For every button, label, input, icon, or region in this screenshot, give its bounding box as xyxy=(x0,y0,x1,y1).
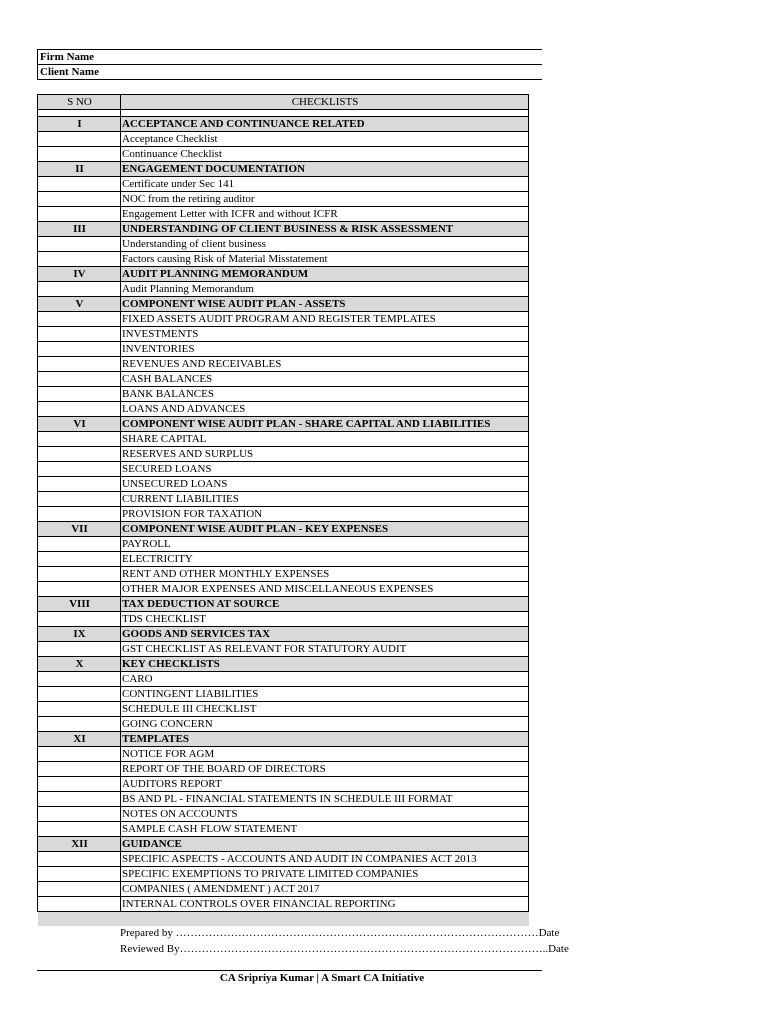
checklist-item: Engagement Letter with ICFR and without ICFR xyxy=(121,207,529,222)
checklist-item: INVENTORIES xyxy=(121,342,529,357)
checklist-item-row xyxy=(38,357,529,372)
checklist-item: Factors causing Risk of Material Misstatement xyxy=(121,252,529,267)
checklist-item: INTERNAL CONTROLS OVER FINANCIAL REPORTING xyxy=(121,897,529,912)
section-title: AUDIT PLANNING MEMORANDUM xyxy=(121,267,529,282)
checklist-item: NOTES ON ACCOUNTS xyxy=(121,807,529,822)
checklist-item-row xyxy=(38,312,529,327)
item-sno-cell xyxy=(38,252,121,267)
checklist-item-row xyxy=(38,852,529,867)
checklist-item: BS AND PL - FINANCIAL STATEMENTS IN SCHEDULE III FORMAT xyxy=(121,792,529,807)
checklist-item-row xyxy=(38,552,529,567)
section-number: X xyxy=(38,657,121,672)
table-footer-bar xyxy=(38,912,529,927)
checklist-item: SECURED LOANS xyxy=(121,462,529,477)
checklist-item: UNSECURED LOANS xyxy=(121,477,529,492)
checklist-item-row xyxy=(38,462,529,477)
item-sno-cell xyxy=(38,492,121,507)
checklist-item-row xyxy=(38,747,529,762)
section-row xyxy=(38,267,529,282)
section-row xyxy=(38,837,529,852)
item-sno-cell xyxy=(38,762,121,777)
section-number: I xyxy=(38,117,121,132)
item-sno-cell xyxy=(38,312,121,327)
checklist-item-row xyxy=(38,282,529,297)
section-number: V xyxy=(38,297,121,312)
checklist-item: Continuance Checklist xyxy=(121,147,529,162)
table-header-row xyxy=(38,95,529,110)
checklist-item-row xyxy=(38,897,529,912)
item-sno-cell xyxy=(38,747,121,762)
item-sno-cell xyxy=(38,537,121,552)
checklist-item-row xyxy=(38,237,529,252)
checklist-item: BANK BALANCES xyxy=(121,387,529,402)
checklist-item-row xyxy=(38,762,529,777)
checklist-item: GOING CONCERN xyxy=(121,717,529,732)
checklist-item: Certificate under Sec 141 xyxy=(121,177,529,192)
checklist-item-row xyxy=(38,867,529,882)
checklist-item: INVESTMENTS xyxy=(121,327,529,342)
section-number: IX xyxy=(38,627,121,642)
checklist-item: SCHEDULE III CHECKLIST xyxy=(121,702,529,717)
checklist-item: NOC from the retiring auditor xyxy=(121,192,529,207)
checklist-item-row xyxy=(38,777,529,792)
item-sno-cell xyxy=(38,342,121,357)
section-title: GUIDANCE xyxy=(121,837,529,852)
item-sno-cell xyxy=(38,792,121,807)
item-sno-cell xyxy=(38,282,121,297)
item-sno-cell xyxy=(38,177,121,192)
checklist-item-row xyxy=(38,207,529,222)
checklist-item-row xyxy=(38,432,529,447)
section-number: XII xyxy=(38,837,121,852)
checklist-item: TDS CHECKLIST xyxy=(121,612,529,627)
column-header-checklists: CHECKLISTS xyxy=(121,95,529,110)
item-sno-cell xyxy=(38,477,121,492)
prepared-by-line: Prepared by ………………………………………………………………………………………Date xyxy=(120,927,560,939)
checklist-item: Audit Planning Memorandum xyxy=(121,282,529,297)
section-number: XI xyxy=(38,732,121,747)
section-row xyxy=(38,627,529,642)
checklist-item: REVENUES AND RECEIVABLES xyxy=(121,357,529,372)
item-sno-cell xyxy=(38,582,121,597)
checklist-item-row xyxy=(38,447,529,462)
checklist-item-row xyxy=(38,822,529,837)
column-header-sno: S NO xyxy=(38,95,121,110)
checklist-item-row xyxy=(38,702,529,717)
section-row xyxy=(38,417,529,432)
item-sno-cell xyxy=(38,357,121,372)
checklist-item-row xyxy=(38,642,529,657)
section-row xyxy=(38,597,529,612)
section-title: COMPONENT WISE AUDIT PLAN - SHARE CAPITAL AND LIABILITIES xyxy=(121,417,529,432)
checklist-item-row xyxy=(38,372,529,387)
item-sno-cell xyxy=(38,672,121,687)
checklist-item-row xyxy=(38,177,529,192)
checklist-item: AUDITORS REPORT xyxy=(121,777,529,792)
checklist-item-row xyxy=(38,507,529,522)
item-sno-cell xyxy=(38,207,121,222)
checklist-item: Understanding of client business xyxy=(121,237,529,252)
item-sno-cell xyxy=(38,552,121,567)
item-sno-cell xyxy=(38,822,121,837)
section-title: GOODS AND SERVICES TAX xyxy=(121,627,529,642)
item-sno-cell xyxy=(38,687,121,702)
footer-divider xyxy=(37,970,542,971)
checklist-item: SPECIFIC EXEMPTIONS TO PRIVATE LIMITED COMPANIES xyxy=(121,867,529,882)
checklist-item-row xyxy=(38,792,529,807)
item-sno-cell xyxy=(38,567,121,582)
item-sno-cell xyxy=(38,852,121,867)
section-row xyxy=(38,522,529,537)
checklist-item: OTHER MAJOR EXPENSES AND MISCELLANEOUS EXPENSES xyxy=(121,582,529,597)
checklist-item: SHARE CAPITAL xyxy=(121,432,529,447)
footer-credit: CA Sripriya Kumar | A Smart CA Initiative xyxy=(219,972,425,984)
item-sno-cell xyxy=(38,777,121,792)
checklist-item: SPECIFIC ASPECTS - ACCOUNTS AND AUDIT IN COMPANIES ACT 2013 xyxy=(121,852,529,867)
firm-name-label: Firm Name xyxy=(38,50,543,65)
checklist-item-row xyxy=(38,582,529,597)
checklist-item-row xyxy=(38,192,529,207)
section-row xyxy=(38,117,529,132)
item-sno-cell xyxy=(38,642,121,657)
firm-client-table xyxy=(37,49,542,80)
item-sno-cell xyxy=(38,447,121,462)
section-row xyxy=(38,162,529,177)
item-sno-cell xyxy=(38,327,121,342)
section-title: COMPONENT WISE AUDIT PLAN - KEY EXPENSES xyxy=(121,522,529,537)
section-number: III xyxy=(38,222,121,237)
checklist-item-row xyxy=(38,387,529,402)
item-sno-cell xyxy=(38,717,121,732)
item-sno-cell xyxy=(38,807,121,822)
item-sno-cell xyxy=(38,897,121,912)
section-title: TAX DEDUCTION AT SOURCE xyxy=(121,597,529,612)
section-title: COMPONENT WISE AUDIT PLAN - ASSETS xyxy=(121,297,529,312)
section-row xyxy=(38,657,529,672)
checklist-item-row xyxy=(38,672,529,687)
section-row xyxy=(38,732,529,747)
spacer-row xyxy=(38,110,529,117)
checklist-item: LOANS AND ADVANCES xyxy=(121,402,529,417)
checklist-item: CASH BALANCES xyxy=(121,372,529,387)
checklist-item-row xyxy=(38,492,529,507)
checklist-item-row xyxy=(38,402,529,417)
item-sno-cell xyxy=(38,192,121,207)
checklist-item-row xyxy=(38,252,529,267)
checklist-item: RENT AND OTHER MONTHLY EXPENSES xyxy=(121,567,529,582)
checklist-item: PAYROLL xyxy=(121,537,529,552)
item-sno-cell xyxy=(38,387,121,402)
item-sno-cell xyxy=(38,132,121,147)
section-title: ACCEPTANCE AND CONTINUANCE RELATED xyxy=(121,117,529,132)
item-sno-cell xyxy=(38,462,121,477)
checklist-item: REPORT OF THE BOARD OF DIRECTORS xyxy=(121,762,529,777)
checklist-item: CURRENT LIABILITIES xyxy=(121,492,529,507)
section-number: VIII xyxy=(38,597,121,612)
section-number: IV xyxy=(38,267,121,282)
checklist-item: FIXED ASSETS AUDIT PROGRAM AND REGISTER TEMPLATES xyxy=(121,312,529,327)
checklist-item-row xyxy=(38,477,529,492)
item-sno-cell xyxy=(38,402,121,417)
section-title: ENGAGEMENT DOCUMENTATION xyxy=(121,162,529,177)
reviewed-by-line: Reviewed By………………………………………………………………………………………..Date xyxy=(120,943,569,955)
item-sno-cell xyxy=(38,702,121,717)
checklist-item: PROVISION FOR TAXATION xyxy=(121,507,529,522)
section-title: TEMPLATES xyxy=(121,732,529,747)
item-sno-cell xyxy=(38,372,121,387)
item-sno-cell xyxy=(38,882,121,897)
checklist-item-row xyxy=(38,132,529,147)
section-number: II xyxy=(38,162,121,177)
checklist-item-row xyxy=(38,612,529,627)
checklist-item: SAMPLE CASH FLOW STATEMENT xyxy=(121,822,529,837)
client-name-label: Client Name xyxy=(38,65,543,80)
checklist-item-row xyxy=(38,567,529,582)
checklist-item-row xyxy=(38,537,529,552)
checklist-item: CONTINGENT LIABILITIES xyxy=(121,687,529,702)
item-sno-cell xyxy=(38,507,121,522)
item-sno-cell xyxy=(38,867,121,882)
checklist-item: GST CHECKLIST AS RELEVANT FOR STATUTORY AUDIT xyxy=(121,642,529,657)
checklist-item-row xyxy=(38,687,529,702)
section-row xyxy=(38,297,529,312)
checklist-item-row xyxy=(38,807,529,822)
checklist-item-row xyxy=(38,342,529,357)
item-sno-cell xyxy=(38,432,121,447)
item-sno-cell xyxy=(38,612,121,627)
section-row xyxy=(38,222,529,237)
section-title: KEY CHECKLISTS xyxy=(121,657,529,672)
checklist-item: NOTICE FOR AGM xyxy=(121,747,529,762)
section-number: VII xyxy=(38,522,121,537)
section-title: UNDERSTANDING OF CLIENT BUSINESS & RISK ASSESSMENT xyxy=(121,222,529,237)
checklist-table xyxy=(37,94,529,926)
checklist-item: Acceptance Checklist xyxy=(121,132,529,147)
checklist-item: ELECTRICITY xyxy=(121,552,529,567)
section-number: VI xyxy=(38,417,121,432)
checklist-item-row xyxy=(38,147,529,162)
checklist-item: CARO xyxy=(121,672,529,687)
checklist-item: COMPANIES ( AMENDMENT ) ACT 2017 xyxy=(121,882,529,897)
item-sno-cell xyxy=(38,237,121,252)
checklist-item-row xyxy=(38,327,529,342)
checklist-item: RESERVES AND SURPLUS xyxy=(121,447,529,462)
checklist-item-row xyxy=(38,882,529,897)
checklist-item-row xyxy=(38,717,529,732)
item-sno-cell xyxy=(38,147,121,162)
